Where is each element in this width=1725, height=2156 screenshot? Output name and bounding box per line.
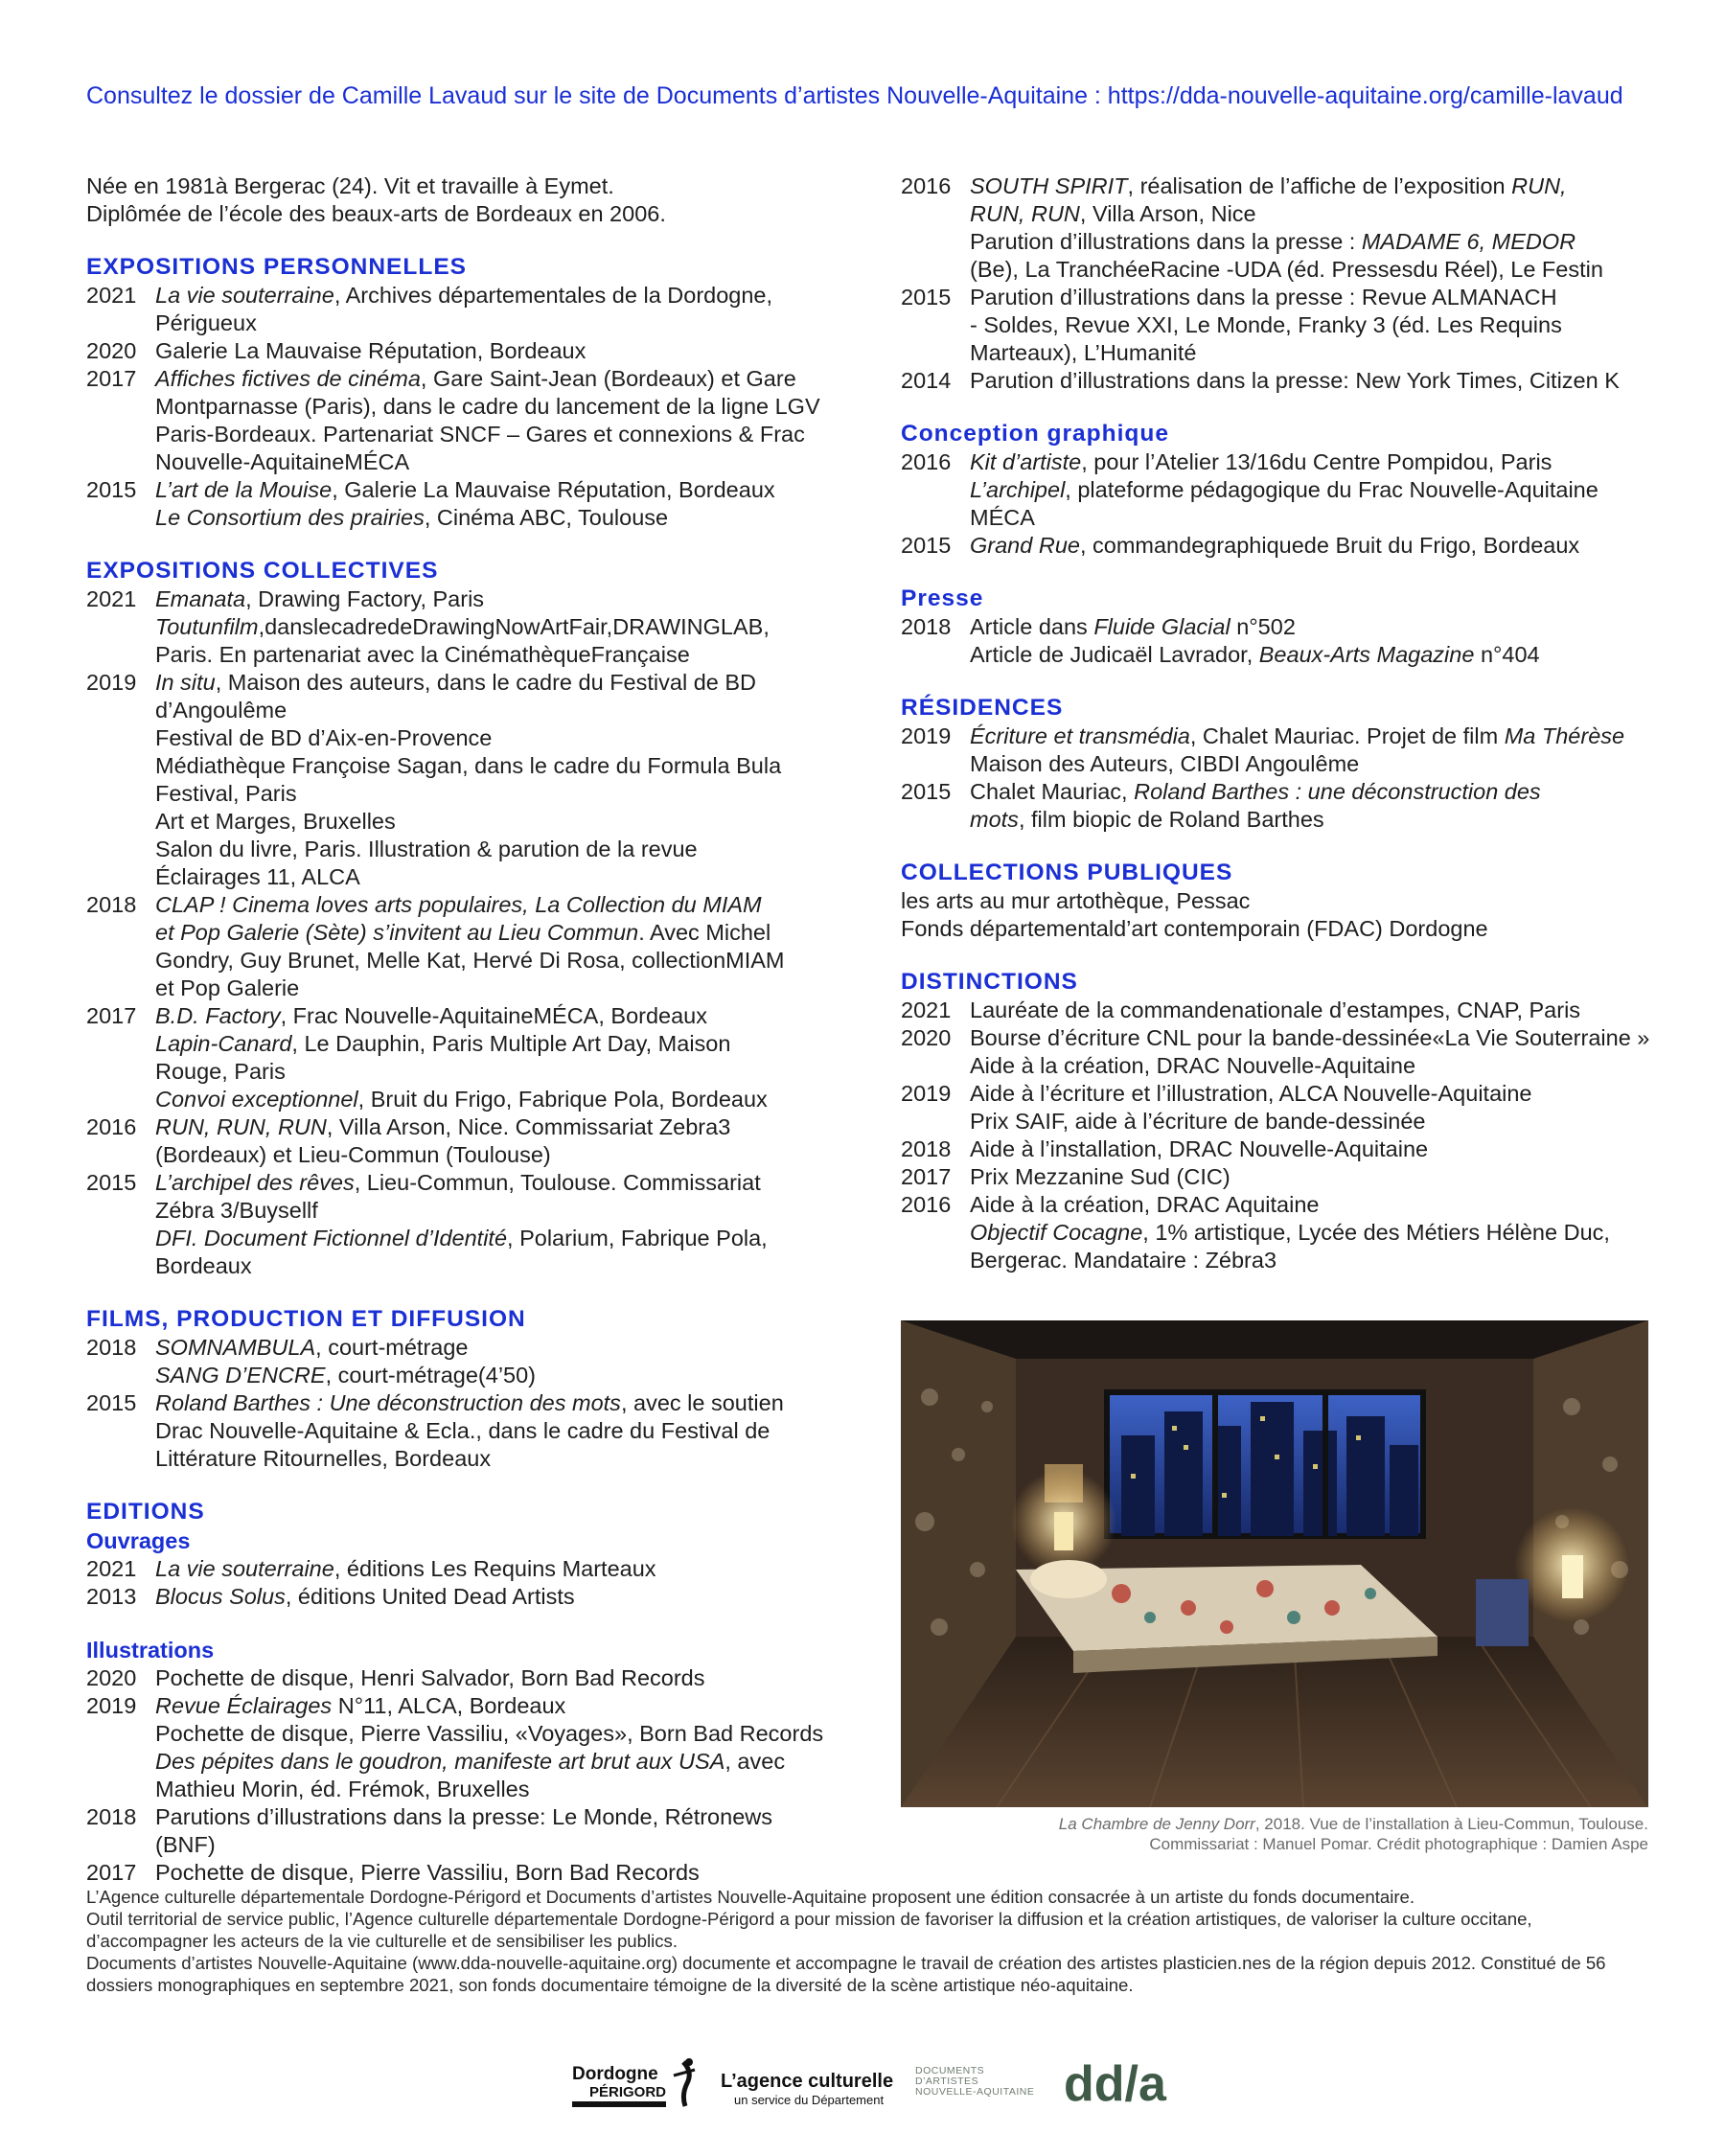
cv-entry [901, 172, 1668, 284]
caption-rest: , 2018. Vue de l’installation à Lieu-Commun, Toulouse. [1254, 1815, 1648, 1833]
cv-entry [86, 1555, 839, 1583]
entry-line: Pochette de disque, Pierre Vassiliu, «Voyages», Born Bad Records [155, 1721, 824, 1746]
entry-line: Bourse d’écriture CNL pour la bande-dessinée«La Vie Souterraine » [970, 1025, 1650, 1050]
entry-year: 2015 [901, 533, 952, 558]
photo-caption [901, 1814, 1648, 1854]
entry-line: Montparnasse (Paris), dans le cadre du lancement de la ligne LGV [155, 394, 820, 419]
cv-entry [86, 1169, 839, 1280]
cv-section [901, 585, 1668, 669]
entry-year: 2018 [86, 892, 137, 917]
entry-lines [970, 613, 1668, 669]
bedroom-installation-image [901, 1320, 1648, 1807]
entry-line: Maison des Auteurs, CIBDI Angoulême [970, 751, 1360, 776]
entry-year: 2015 [86, 477, 137, 502]
entry-lines [155, 282, 839, 337]
entry-line: Lauréate de la commandenationale d’estampes, CNAP, Paris [970, 998, 1581, 1022]
entry-lines [155, 1169, 839, 1280]
entry-year: 2016 [901, 1192, 952, 1217]
editions-subsection [86, 1636, 839, 1887]
entry-lines [970, 778, 1668, 834]
right-column [901, 172, 1668, 1274]
entry-lines [970, 532, 1668, 560]
entry-line: Toutunfilm,danslecadredeDrawingNowArtFair,DRAWINGLAB, [155, 614, 770, 639]
footer-paragraph: Documents d’artistes Nouvelle-Aquitaine (www.dda-nouvelle-aquitaine.org) documente et accompagne le travail de création des artistes plasticien.nes de la région depuis 2012. Constitué de 56 dossiers monographiques en septembre 2021, son fonds documentaire témoigne de la diversité de la scène artistique néo-aquitaine. [86, 1953, 1606, 1995]
cv-entry [86, 669, 839, 891]
entry-year: 2015 [901, 779, 952, 804]
entry-lines [155, 1859, 839, 1887]
entry-lines [155, 1583, 839, 1611]
entry-line: L’archipel des rêves, Lieu-Commun, Toulouse. Commissariat [155, 1170, 761, 1195]
entry-year: 2016 [901, 173, 952, 198]
perigord-word: PÉRIGORD [589, 2084, 667, 2100]
cv-entry [901, 722, 1668, 778]
entry-line: (Bordeaux) et Lieu-Commun (Toulouse) [155, 1142, 551, 1167]
entry-line: RUN, RUN, RUN, Villa Arson, Nice. Commissariat Zebra3 [155, 1114, 731, 1139]
entry-line: Blocus Solus, éditions United Dead Artists [155, 1584, 575, 1609]
entry-line: Article dans Fluide Glacial n°502 [970, 614, 1296, 639]
entry-line: L’art de la Mouise, Galerie La Mauvaise Réputation, Bordeaux [155, 477, 775, 502]
entry-line: In situ, Maison des auteurs, dans le cadre du Festival de BD [155, 670, 757, 695]
section-editions [86, 1498, 839, 1887]
entry-lines [970, 284, 1668, 367]
entry-line: Mathieu Morin, éd. Frémok, Bruxelles [155, 1777, 530, 1801]
partner-logos [565, 2051, 1198, 2118]
cv-entry [86, 1334, 839, 1389]
caption-title: La Chambre de Jenny Dorr [1058, 1815, 1255, 1833]
section-title: COLLECTIONS PUBLIQUES [901, 860, 1233, 885]
entry-lines [155, 1664, 839, 1692]
dda-wordmark [915, 2066, 1059, 2098]
entry-line: Convoi exceptionnel, Bruit du Frigo, Fabrique Pola, Bordeaux [155, 1087, 768, 1112]
entry-line: Zébra 3/Buysellf [155, 1198, 318, 1223]
entry-year: 2013 [86, 1584, 137, 1609]
entry-line: Roland Barthes : Une déconstruction des mots, avec le soutien [155, 1390, 784, 1415]
agence-title: L’agence culturelle [721, 2071, 894, 2092]
entry-line: Galerie La Mauvaise Réputation, Bordeaux [155, 338, 586, 363]
entry-line: Aide à l’installation, DRAC Nouvelle-Aquitaine [970, 1136, 1429, 1161]
agence-culturelle-logo [719, 2066, 901, 2108]
entry-year: 2019 [86, 670, 137, 695]
dda-line: DOCUMENTS [915, 2065, 985, 2076]
cv-entry [86, 1803, 839, 1859]
entry-lines [970, 997, 1668, 1024]
cv-entry [901, 613, 1668, 669]
section-title: DISTINCTIONS [901, 969, 1078, 995]
entry-lines [155, 1113, 839, 1169]
section-title: EXPOSITIONS PERSONNELLES [86, 254, 468, 280]
entry-lines [970, 722, 1668, 778]
entry-line: CLAP ! Cinema loves arts populaires, La Collection du MIAM [155, 892, 762, 917]
entry-year: 2017 [86, 1860, 137, 1885]
subsection-title: Illustrations [86, 1638, 215, 1663]
entry-year: 2017 [901, 1164, 952, 1189]
entry-lines [155, 1803, 839, 1859]
cv-entry [901, 1135, 1668, 1163]
entry-year: 2017 [86, 1003, 137, 1028]
cv-entry [86, 1002, 839, 1113]
entry-line: Aide à la création, DRAC Aquitaine [970, 1192, 1320, 1217]
entry-line: La vie souterraine, Archives départementales de la Dordogne, [155, 283, 773, 308]
entry-line: Pochette de disque, Henri Salvador, Born Bad Records [155, 1665, 705, 1690]
entry-line: Art et Marges, Bruxelles [155, 809, 396, 834]
cv-entry [901, 997, 1668, 1024]
entry-year: 2019 [901, 723, 952, 748]
entry-year: 2018 [86, 1335, 137, 1360]
entry-line: SANG D’ENCRE, court-métrage(4’50) [155, 1363, 537, 1388]
entry-line: B.D. Factory, Frac Nouvelle-AquitaineMÉCA, Bordeaux [155, 1003, 707, 1028]
entry-lines [155, 585, 839, 669]
entry-line: mots, film biopic de Roland Barthes [970, 807, 1324, 832]
press-illustrations-continued [901, 172, 1668, 395]
intro-line: Diplômée de l’école des beaux-arts de Bordeaux en 2006. [86, 201, 666, 226]
entry-line: Affiches fictives de cinéma, Gare Saint-Jean (Bordeaux) et Gare [155, 366, 796, 391]
entry-line: Festival de BD d’Aix-en-Provence [155, 725, 493, 750]
cv-entry [86, 891, 839, 1002]
entry-line: Gondry, Guy Brunet, Melle Kat, Hervé Di Rosa, collectionMIAM [155, 948, 785, 973]
entry-line: Prix SAIF, aide à l’écriture de bande-dessinée [970, 1109, 1426, 1134]
cv-section [86, 253, 839, 532]
entry-line: Médiathèque Françoise Sagan, dans le cadre du Formula Bula [155, 753, 782, 778]
entry-line: Éclairages 11, ALCA [155, 864, 360, 889]
entry-lines [155, 1334, 839, 1389]
cv-section [901, 420, 1668, 560]
entry-line: Nouvelle-AquitaineMÉCA [155, 449, 410, 474]
cv-section [86, 1305, 839, 1473]
entry-lines [155, 1555, 839, 1583]
left-sections [86, 253, 839, 1473]
intro [86, 172, 839, 228]
cv-entry [901, 1080, 1668, 1135]
cv-entry [901, 778, 1668, 834]
dda-mark: dd/a [1064, 2056, 1166, 2112]
dda-line: NOUVELLE-AQUITAINE [915, 2086, 1035, 2098]
entry-line: RUN, RUN, Villa Arson, Nice [970, 201, 1256, 226]
cv-entry [86, 1664, 839, 1692]
subsection-title: Ouvrages [86, 1528, 191, 1553]
entry-year: 2021 [901, 998, 952, 1022]
entry-lines [970, 172, 1668, 284]
cv-entry [86, 337, 839, 365]
entry-year: 2021 [86, 586, 137, 611]
entry-line: Pochette de disque, Pierre Vassiliu, Born Bad Records [155, 1860, 700, 1885]
entry-year: 2021 [86, 283, 137, 308]
entry-line: Revue Éclairages N°11, ALCA, Bordeaux [155, 1693, 566, 1718]
entry-year: 2021 [86, 1556, 137, 1581]
cv-entry [901, 1191, 1668, 1274]
entry-lines [155, 1389, 839, 1473]
dda-line: D’ARTISTES [915, 2076, 979, 2087]
entry-lines [970, 1135, 1668, 1163]
entry-line: Écriture et transmédia, Chalet Mauriac. Projet de film Ma Thérèse [970, 723, 1625, 748]
cv-entry [86, 1692, 839, 1803]
entry-year: 2019 [901, 1081, 952, 1106]
entry-line: Rouge, Paris [155, 1059, 286, 1084]
entry-line: Parution d’illustrations dans la presse : Revue ALMANACH [970, 285, 1557, 310]
entry-line: DFI. Document Fictionnel d’Identité, Polarium, Fabrique Pola, [155, 1226, 768, 1250]
footer-text [86, 1886, 1648, 1996]
entry-line: Paris-Bordeaux. Partenariat SNCF – Gares et connexions & Frac [155, 422, 805, 447]
plain-line: Fonds départementald’art contemporain (FDAC) Dordogne [901, 916, 1488, 941]
plain-line: les arts au mur artothèque, Pessac [901, 888, 1251, 913]
section-title: Presse [901, 585, 984, 611]
entry-line: Littérature Ritournelles, Bordeaux [155, 1446, 492, 1471]
cv-entry [86, 476, 839, 532]
entry-lines [970, 1080, 1668, 1135]
entry-lines [970, 1163, 1668, 1191]
section-title: EXPOSITIONS COLLECTIVES [86, 558, 439, 584]
entry-year: 2017 [86, 366, 137, 391]
entry-line: Bergerac. Mandataire : Zébra3 [970, 1248, 1277, 1273]
entry-line: Paris. En partenariat avec la CinémathèqueFrançaise [155, 642, 690, 667]
caption-credit: Commissariat : Manuel Pomar. Crédit photographique : Damien Aspe [1149, 1835, 1648, 1853]
cv-entry [86, 585, 839, 669]
entry-lines [970, 1191, 1668, 1274]
entry-line: Parutions d’illustrations dans la presse: Le Monde, Rétronews (BNF) [155, 1804, 772, 1857]
entry-lines [155, 891, 839, 1002]
section-title: RÉSIDENCES [901, 695, 1064, 721]
section-title: Conception graphique [901, 421, 1169, 447]
entry-line: Périgueux [155, 310, 257, 335]
cv-entry [86, 1859, 839, 1887]
footer-paragraph: Outil territorial de service public, l’Agence culturelle départementale Dordogne-Périgord a pour mission de favoriser la diffusion et la création artistiques, de valoriser la culture occitane, d’accompagner les acteurs de la vie culturelle et de sensibiliser les publics. [86, 1909, 1532, 1951]
cv-entry [901, 367, 1668, 395]
section-title: EDITIONS [86, 1499, 205, 1525]
editions-subsection [86, 1526, 839, 1611]
entry-line: Parution d’illustrations dans la presse : MADAME 6, MEDOR [970, 229, 1576, 254]
entry-year: 2019 [86, 1693, 137, 1718]
footer-paragraph: L’Agence culturelle départementale Dordogne-Périgord et Documents d’artistes Nouvelle-Aquitaine proposent une édition consacrée à un artiste du fonds documentaire. [86, 1887, 1415, 1907]
entry-line: et Pop Galerie (Sète) s’invitent au Lieu Commun. Avec Michel [155, 920, 771, 945]
entry-line: Drac Nouvelle-Aquitaine & Ecla., dans le cadre du Festival de [155, 1418, 770, 1443]
entry-line: Parution d’illustrations dans la presse: New York Times, Citizen K [970, 368, 1620, 393]
agence-subtitle: un service du Département [734, 2093, 885, 2107]
entry-line: Des pépites dans le goudron, manifeste art brut aux USA, avec [155, 1749, 786, 1774]
entry-line: SOMNAMBULA, court-métrage [155, 1335, 469, 1360]
entry-year: 2014 [901, 368, 952, 393]
entry-year: 2016 [86, 1114, 137, 1139]
entry-lines [155, 365, 839, 476]
entry-line: MÉCA [970, 505, 1035, 530]
entry-year: 2018 [86, 1804, 137, 1829]
right-sections [901, 420, 1668, 1274]
entry-line: Aide à l’écriture et l’illustration, ALCA Nouvelle-Aquitaine [970, 1081, 1532, 1106]
dordogne-perigord-logo [570, 2056, 714, 2110]
entry-lines [155, 669, 839, 891]
entry-line: La vie souterraine, éditions Les Requins Marteaux [155, 1556, 656, 1581]
entry-line: Chalet Mauriac, Roland Barthes : une déconstruction des [970, 779, 1541, 804]
cv-entry [901, 1024, 1668, 1080]
entry-year: 2018 [901, 614, 952, 639]
entry-line: Bordeaux [155, 1253, 252, 1278]
cv-entry [86, 1389, 839, 1473]
entry-line: Kit d’artiste, pour l’Atelier 13/16du Centre Pompidou, Paris [970, 449, 1552, 474]
cv-section [901, 968, 1668, 1274]
entry-line: L’archipel, plateforme pédagogique du Frac Nouvelle-Aquitaine [970, 477, 1598, 502]
dordogne-word: Dordogne [572, 2064, 658, 2084]
entry-lines [155, 1692, 839, 1803]
entry-line: Aide à la création, DRAC Nouvelle-Aquitaine [970, 1053, 1416, 1078]
entry-line: Marteaux), L’Humanité [970, 340, 1197, 365]
entry-lines [155, 337, 839, 365]
cv-entry [901, 448, 1668, 532]
entry-lines [970, 367, 1668, 395]
cv-entry [86, 1113, 839, 1169]
cv-section [901, 859, 1668, 943]
cv-entry [86, 365, 839, 476]
entry-year: 2015 [901, 285, 952, 310]
entry-line: Festival, Paris [155, 781, 297, 806]
entry-lines [155, 1002, 839, 1113]
cv-entry [901, 284, 1668, 367]
cv-entry [901, 1163, 1668, 1191]
entry-line: Emanata, Drawing Factory, Paris [155, 586, 485, 611]
entry-line: et Pop Galerie [155, 975, 300, 1000]
cv-section [86, 557, 839, 1280]
entry-year: 2015 [86, 1390, 137, 1415]
section-title: FILMS, PRODUCTION ET DIFFUSION [86, 1306, 526, 1332]
entry-year: 2020 [86, 1665, 137, 1690]
entry-lines [970, 1024, 1668, 1080]
entry-line: Salon du livre, Paris. Illustration & parution de la revue [155, 837, 698, 861]
entry-year: 2020 [86, 338, 137, 363]
entry-year: 2016 [901, 449, 952, 474]
cv-section [901, 694, 1668, 834]
left-column [86, 172, 839, 1887]
cv-entry [901, 532, 1668, 560]
entry-year: 2020 [901, 1025, 952, 1050]
entry-line: - Soldes, Revue XXI, Le Monde, Franky 3 (éd. Les Requins [970, 312, 1562, 337]
entry-line: Objectif Cocagne, 1% artistique, Lycée des Métiers Hélène Duc, [970, 1220, 1610, 1245]
entry-lines [155, 476, 839, 532]
dda-logo [1064, 2051, 1179, 2118]
dossier-link[interactable]: Consultez le dossier de Camille Lavaud sur le site de Documents d’artistes Nouvelle-Aquitaine : https://dda-nouvelle-aquitaine.org/camille-lavaud [86, 82, 1623, 109]
entry-year: 2015 [86, 1170, 137, 1195]
entry-line: Prix Mezzanine Sud (CIC) [970, 1164, 1230, 1189]
entry-line: Article de Judicaël Lavrador, Beaux-Arts Magazine n°404 [970, 642, 1540, 667]
entry-line: (Be), La TranchéeRacine -UDA (éd. Pressesdu Réel), Le Festin [970, 257, 1603, 282]
intro-line: Née en 1981à Bergerac (24). Vit et travaille à Eymet. [86, 173, 614, 198]
entry-line: SOUTH SPIRIT, réalisation de l’affiche de l’exposition RUN, [970, 173, 1567, 198]
entry-year: 2018 [901, 1136, 952, 1161]
entry-line: Grand Rue, commandegraphiquede Bruit du Frigo, Bordeaux [970, 533, 1580, 558]
cv-entry [86, 1583, 839, 1611]
entry-line: Lapin-Canard, Le Dauphin, Paris Multiple Art Day, Maison [155, 1031, 731, 1056]
entry-line: d’Angoulême [155, 698, 288, 722]
entry-line: Le Consortium des prairies, Cinéma ABC, Toulouse [155, 505, 669, 530]
installation-photo [901, 1320, 1648, 1807]
entry-lines [970, 448, 1668, 532]
cv-entry [86, 282, 839, 337]
